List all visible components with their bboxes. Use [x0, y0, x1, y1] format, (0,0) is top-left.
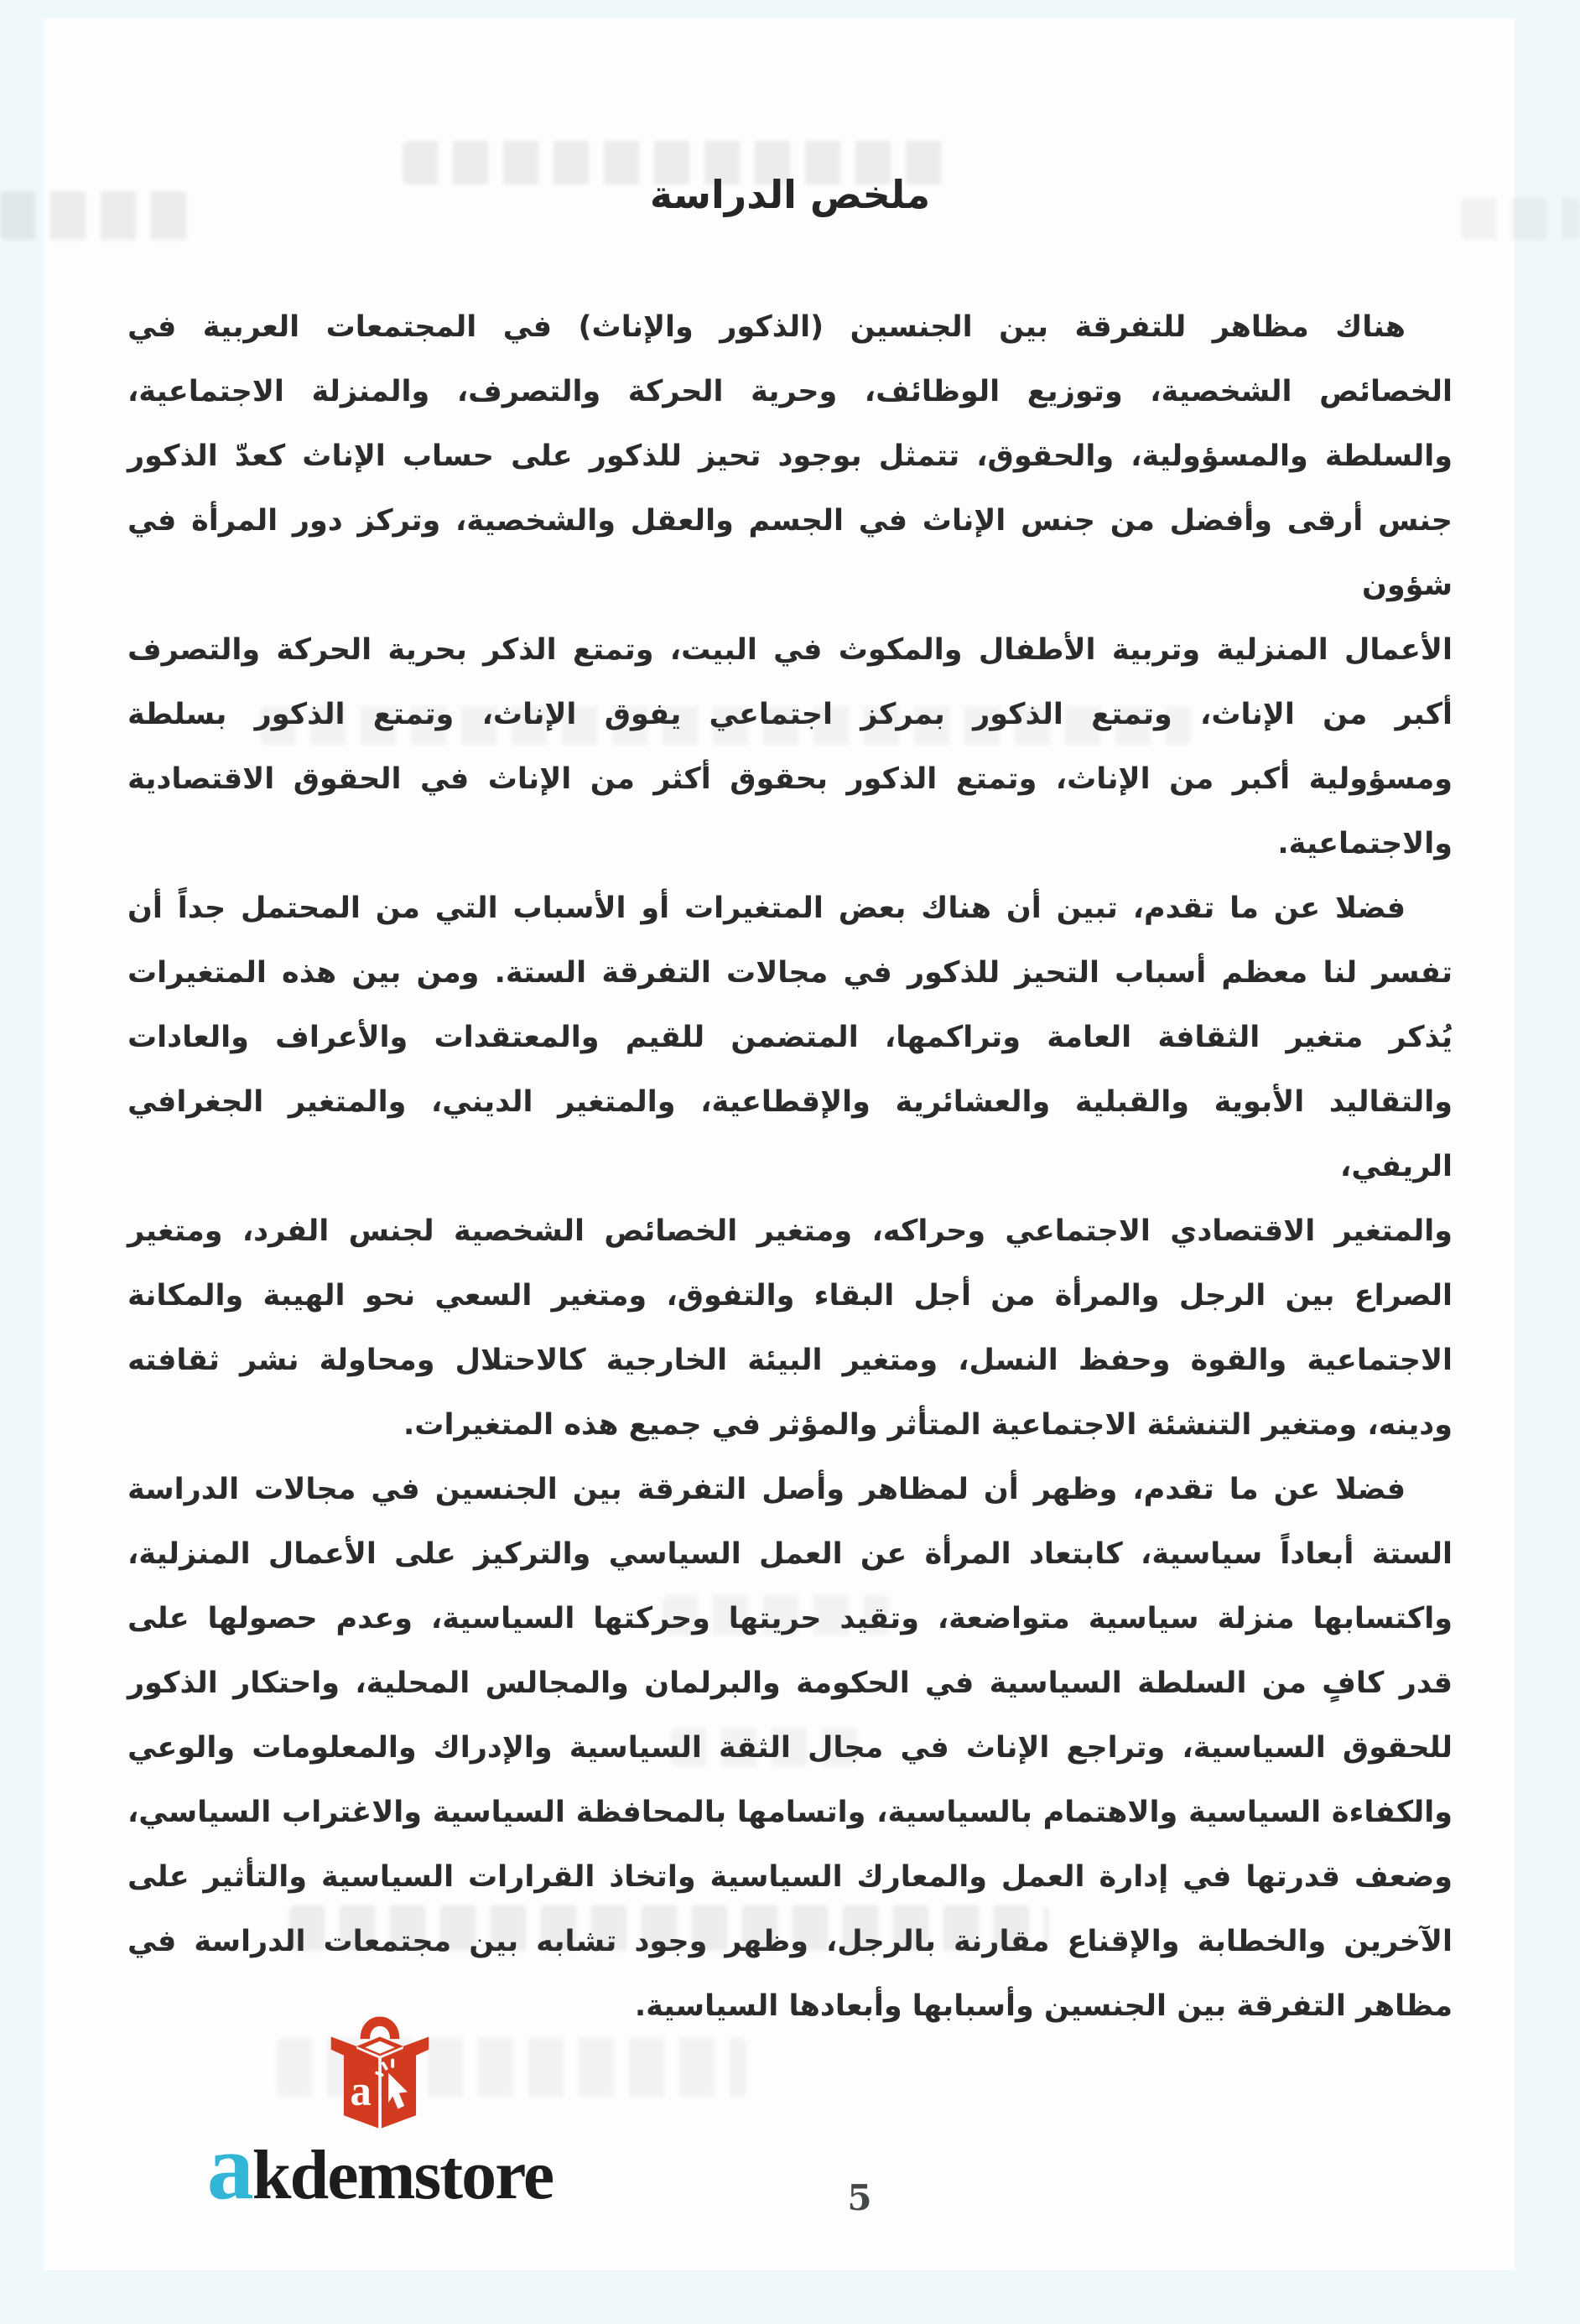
page-number: 5 [847, 2177, 872, 2218]
text-line: مظاهر التفرقة بين الجنسين وأسبابها وأبعادها السياسية. [634, 1989, 1453, 2023]
text-line: الخصائص الشخصية، وتوزيع الوظائف، وحرية الحركة والتصرف، والمنزلة الاجتماعية، [127, 375, 1453, 408]
document-body [127, 295, 1453, 2039]
text-line: للحقوق السياسية، وتراجع الإناث في مجال الثقة السياسية والإدراك والمعلومات والوعي [127, 1731, 1453, 1765]
paragraph [127, 876, 1453, 1458]
text-line: جنس أرقى وأفضل من جنس الإناث في الجسم والعقل والشخصية، وتركز دور المرأة في شؤون [127, 504, 1453, 602]
text-line: والمتغير الاقتصادي الاجتماعي وحراكه، ومتغير الخصائص الشخصية لجنس الفرد، ومتغير [127, 1214, 1453, 1248]
text-line: تفسر لنا معظم أسباب التحيز للذكور في مجالات التفرقة الستة. ومن بين هذه المتغيرات [127, 956, 1453, 990]
text-line: الأعمال المنزلية وتربية الأطفال والمكوث في البيت، وتمتع الذكر بحرية الحركة والتصرف [127, 633, 1453, 667]
text-line: فضلا عن ما تقدم، وظهر أن لمظاهر وأصل التفرقة بين الجنسين في مجالات الدراسة [127, 1473, 1406, 1506]
text-line: واكتسابها منزلة سياسية متواضعة، وتقيد حريتها وحركتها السياسية، وعدم حصولها على [127, 1602, 1453, 1635]
text-line: ومسؤولية أكبر من الإناث، وتمتع الذكور بحقوق أكثر من الإناث في الحقوق الاقتصادية [127, 762, 1453, 796]
text-line: والتقاليد الأبوية والقبلية والعشائرية والإقطاعية، والمتغير الديني، والمتغير الجغرافي الريفي، [127, 1085, 1453, 1183]
text-line: الآخرين والخطابة والإقناع مقارنة بالرجل، وظهر وجود تشابه بين مجتمعات الدراسة في [127, 1925, 1453, 1958]
text-line: والكفاءة السياسية والاهتمام بالسياسية، واتسامها بالمحافظة السياسية والاغتراب السياسي، [127, 1796, 1453, 1829]
text-line: الاجتماعية والقوة وحفظ النسل، ومتغير البيئة الخارجية كالاحتلال ومحاولة نشر ثقافته [127, 1344, 1453, 1377]
text-line: والسلطة والمسؤولية، والحقوق، تتمثل بوجود تحيز للذكور على حساب الإناث كعدّ الذكور [127, 439, 1453, 473]
book-cursor-icon [326, 2003, 434, 2130]
text-line: أكبر من الإناث، وتمتع الذكور بمركز اجتماعي يفوق الإناث، وتمتع الذكور بسلطة [127, 698, 1453, 731]
text-line: يُذكر متغير الثقافة العامة وتراكمها، المتضمن للقيم والمعتقدات والأعراف والعادات [127, 1021, 1453, 1054]
text-line: الستة أبعاداً سياسية، كابتعاد المرأة عن العمل السياسي والتركيز على الأعمال المنزلية، [127, 1537, 1453, 1571]
brand-rest: kdemstore [252, 2136, 554, 2214]
akdemstore-watermark [158, 2003, 602, 2219]
text-line: فضلا عن ما تقدم، تبين أن هناك بعض المتغيرات أو الأسباب التي من المحتمل جداً أن [127, 892, 1406, 925]
brand-name [158, 2115, 602, 2219]
text-line: وضعف قدرتها في إدارة العمل والمعارك السياسية واتخاذ القرارات السياسية والتأثير على [127, 1860, 1453, 1894]
text-line: والاجتماعية. [1277, 827, 1453, 860]
text-line: هناك مظاهر للتفرقة بين الجنسين (الذكور والإناث) في المجتمعات العربية في [127, 310, 1406, 344]
paragraph [127, 295, 1453, 876]
text-line: قدر كافٍ من السلطة السياسية في الحكومة والبرلمان والمجالس المحلية، واحتكار الذكور [127, 1666, 1453, 1700]
page-title: ملخص الدراسة [649, 172, 931, 217]
brand-letter-a: a [206, 2115, 252, 2219]
paragraph [127, 1458, 1453, 2039]
text-line: ودينه، ومتغير التنشئة الاجتماعية المتأثر والمؤثر في جميع هذه المتغيرات. [403, 1408, 1453, 1442]
text-line: الصراع بين الرجل والمرأة من أجل البقاء والتفوق، ومتغير السعي نحو الهيبة والمكانة [127, 1279, 1453, 1313]
svg-text:a: a [350, 2067, 372, 2114]
